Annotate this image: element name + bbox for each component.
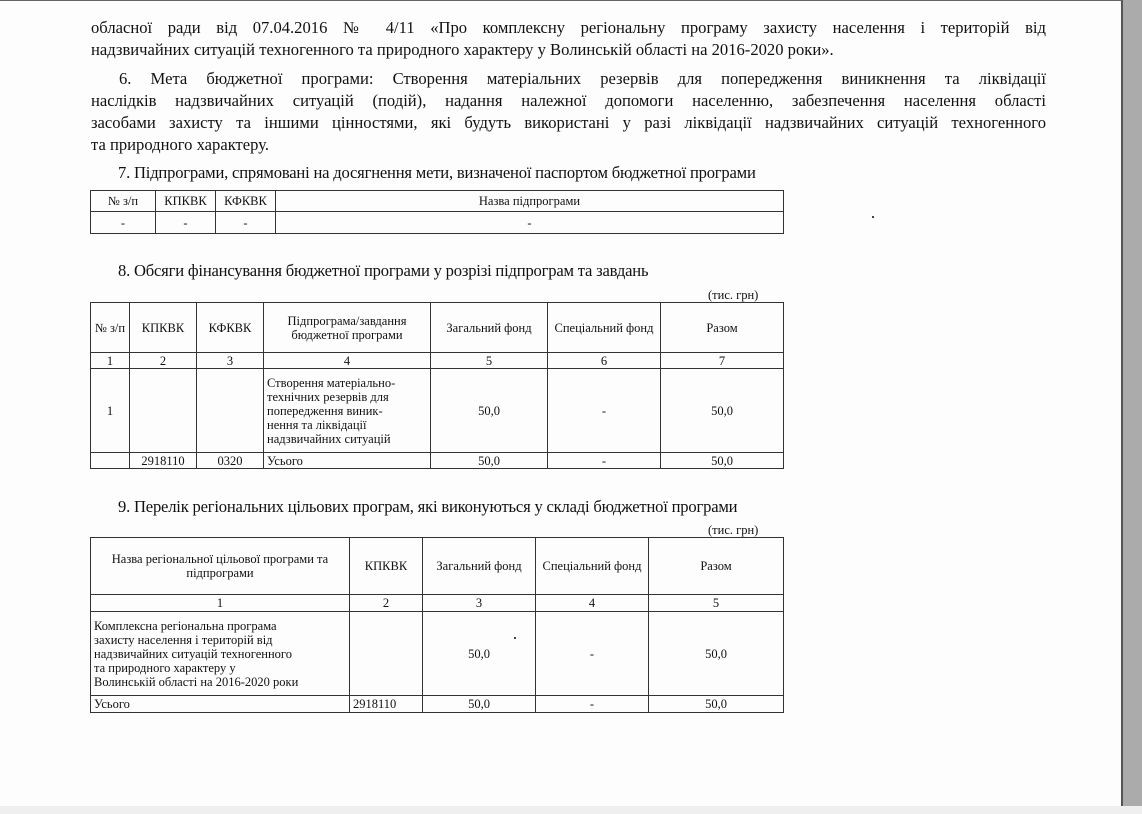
unit-label: (тис. грн) (708, 523, 759, 537)
kpkvk-cell: 2918110 (130, 453, 197, 469)
column-header: Загальний фонд (431, 303, 548, 353)
text-line: та природного характеру. (91, 135, 270, 154)
column-header: Підпрограма/завдання бюджетної програми (264, 303, 431, 353)
program-name-cell (91, 612, 350, 696)
total-label: Усього (91, 696, 350, 713)
text-line: надзвичайних ситуацій техногенного та природного характеру у Волинській області на 2016-2020 роки». (91, 40, 834, 59)
section-9-heading: 9. Перелік регіональних цільових програм, які виконуються у складі бюджетної програми (118, 497, 738, 516)
program-name-line: Комплексна регіональна програма (94, 618, 277, 633)
column-header: Разом (649, 538, 784, 595)
general-fund-cell: 50,0 (431, 369, 548, 453)
intro-paragraph (91, 17, 1046, 61)
column-header: КФКВК (197, 303, 264, 353)
total-cell: 50,0 (649, 612, 784, 696)
special-fund-cell: - (548, 453, 661, 469)
special-fund-cell: - (548, 369, 661, 453)
row-number (91, 453, 130, 469)
viewer-bottom-edge (0, 806, 1142, 814)
table-cell: - (91, 212, 156, 234)
column-number-row (91, 595, 784, 612)
regional-programs-table (90, 537, 784, 713)
kfkvk-cell (197, 369, 264, 453)
total-cell: 50,0 (661, 369, 784, 453)
total-cell: 50,0 (649, 696, 784, 713)
column-header: Спеціальний фонд (536, 538, 649, 595)
column-header: Назва підпрограми (276, 191, 784, 212)
column-number: 1 (91, 595, 350, 612)
text-line: засобами захисту та іншими цінностями, які будуть використані у разі ліквідації надзвичайних ситуацій техногенного (91, 113, 1046, 132)
subprograms-table (90, 190, 784, 234)
program-name-line: захисту населення і територій від (94, 632, 273, 647)
financing-table (90, 302, 784, 469)
total-row (91, 696, 784, 713)
table-header-row (91, 538, 784, 595)
task-line: технічних резервів для (267, 389, 389, 404)
text-line: наслідків надзвичайних ситуацій (подій), надання належної допомоги населенню, забезпечення населення області (91, 91, 1046, 110)
scan-speck (872, 216, 874, 218)
column-number: 3 (197, 353, 264, 369)
column-number: 5 (649, 595, 784, 612)
column-number-row (91, 353, 784, 369)
column-number: 3 (423, 595, 536, 612)
column-number: 4 (264, 353, 431, 369)
table-cell: - (276, 212, 784, 234)
program-name-line: Волинській області на 2016-2020 роки (94, 674, 299, 689)
general-fund-cell: 50,0 (423, 612, 536, 696)
special-fund-cell: - (536, 612, 649, 696)
column-header: Разом (661, 303, 784, 353)
unit-label: (тис. грн) (708, 288, 759, 302)
general-fund-cell: 50,0 (431, 453, 548, 469)
table-header-row (91, 191, 784, 212)
total-cell: 50,0 (661, 453, 784, 469)
task-cell (264, 369, 431, 453)
column-header: КПКВК (156, 191, 216, 212)
column-header: Спеціальний фонд (548, 303, 661, 353)
column-header: Назва регіональної цільової програми та підпрограми (91, 538, 350, 595)
column-header: КПКВК (350, 538, 423, 595)
total-label: Усього (264, 453, 431, 469)
table-row (91, 369, 784, 453)
table-row (91, 212, 784, 234)
task-line: надзвичайних ситуацій (267, 431, 391, 446)
column-header: КФКВК (216, 191, 276, 212)
column-number: 2 (130, 353, 197, 369)
special-fund-cell: - (536, 696, 649, 713)
task-line: попередження виник- (267, 403, 383, 418)
task-line: Створення матеріально- (267, 375, 396, 390)
column-header: Загальний фонд (423, 538, 536, 595)
general-fund-cell: 50,0 (423, 696, 536, 713)
scan-speck (514, 637, 516, 639)
table-cell: - (216, 212, 276, 234)
column-number: 5 (431, 353, 548, 369)
column-header: № з/п (91, 303, 130, 353)
column-header: № з/п (91, 191, 156, 212)
column-number: 2 (350, 595, 423, 612)
table-row (91, 612, 784, 696)
kpkvk-cell (350, 612, 423, 696)
text-line: обласної ради від 07.04.2016 № 4/11 «Про комплексну регіональну програму захисту населення і територій від (91, 18, 1046, 37)
kpkvk-cell (130, 369, 197, 453)
column-number: 1 (91, 353, 130, 369)
table-cell: - (156, 212, 216, 234)
kfkvk-cell: 0320 (197, 453, 264, 469)
row-number: 1 (91, 369, 130, 453)
section-6-goal (91, 68, 1046, 156)
column-number: 7 (661, 353, 784, 369)
column-header: КПКВК (130, 303, 197, 353)
program-name-line: надзвичайних ситуацій техногенного (94, 646, 292, 661)
column-number: 6 (548, 353, 661, 369)
total-row (91, 453, 784, 469)
column-number: 4 (536, 595, 649, 612)
program-name-line: та природного характеру у (94, 660, 236, 675)
section-8-heading: 8. Обсяги фінансування бюджетної програми у розрізі підпрограм та завдань (118, 261, 649, 280)
text-line: 6. Мета бюджетної програми: Створення матеріальних резервів для попередження виникнення та ліквідації (119, 69, 1046, 88)
kpkvk-cell: 2918110 (350, 696, 423, 713)
task-line: нення та ліквідації (267, 417, 367, 432)
table-header-row (91, 303, 784, 353)
section-7-heading: 7. Підпрограми, спрямовані на досягнення мети, визначеної паспортом бюджетної програми (118, 163, 756, 182)
